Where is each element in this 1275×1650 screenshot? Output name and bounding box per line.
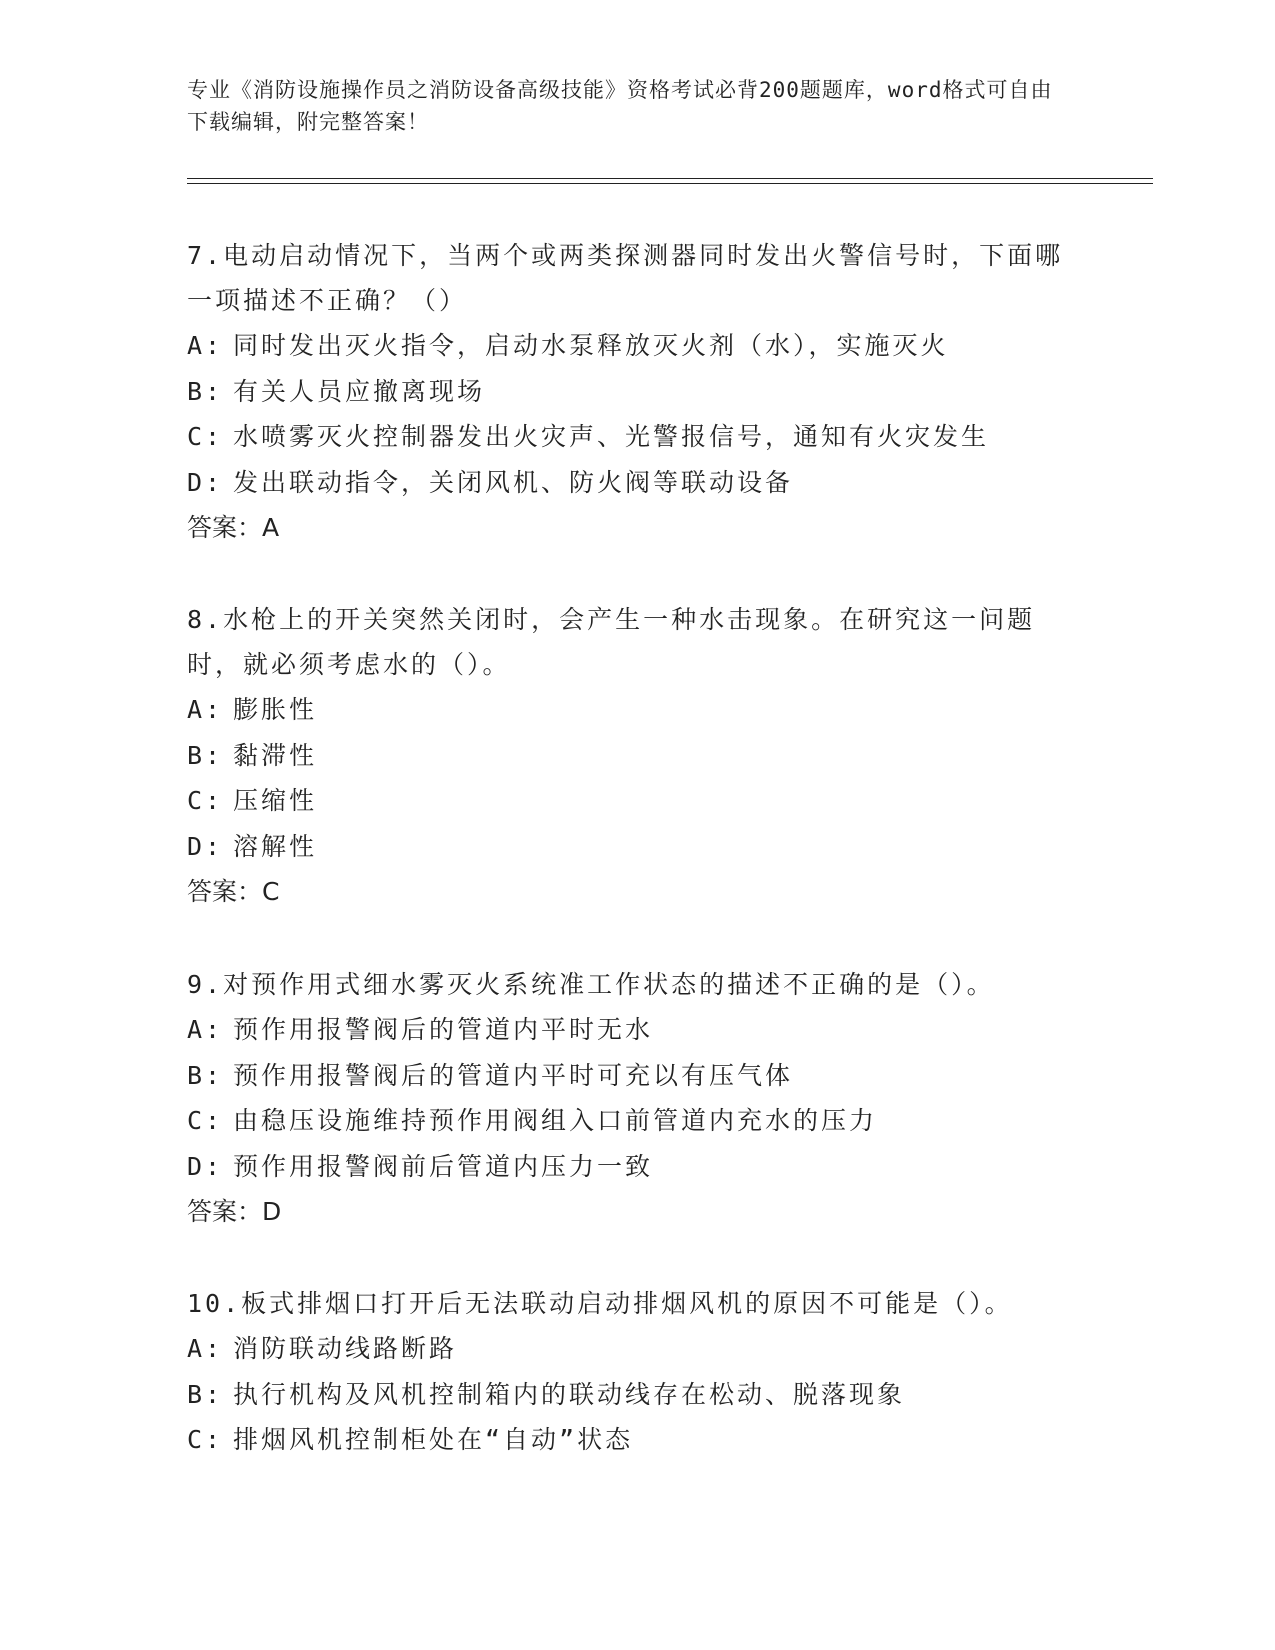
option-d (187, 1144, 1067, 1190)
header-divider-bottom (187, 183, 1153, 184)
answer-line: 答案：D (187, 1197, 282, 1226)
answer-line: 答案：A (187, 513, 280, 542)
option-key: B: (187, 1379, 224, 1409)
option-key: D: (187, 467, 224, 497)
option-key: D: (187, 1151, 224, 1181)
option-text: 预作用报警阀前后管道内压力一致 (233, 1151, 654, 1181)
option-c (187, 778, 1067, 824)
option-key: C: (187, 1106, 224, 1135)
option-text: 黏滞性 (233, 740, 318, 770)
option-text: 膨胀性 (233, 695, 318, 724)
option-a (187, 687, 1067, 733)
option-a (187, 323, 1067, 369)
option-c (187, 414, 1067, 460)
option-text: 同时发出灭火指令，启动水泵释放灭火剂（水），实施灭火 (233, 331, 949, 360)
option-text: 消防联动线路断路 (233, 1334, 458, 1363)
option-a (187, 1007, 1067, 1053)
question-stem: 9.对预作用式细水雾灭火系统准工作状态的描述不正确的是（）。 (187, 970, 995, 999)
option-text: 发出联动指令，关闭风机、防火阀等联动设备 (233, 467, 794, 497)
question-8 (187, 597, 1067, 915)
option-key: C: (187, 1425, 224, 1454)
option-key: A: (187, 1015, 224, 1044)
option-text: 压缩性 (233, 786, 318, 815)
option-key: A: (187, 695, 224, 724)
option-b (187, 1053, 1067, 1099)
option-text: 排烟风机控制柜处在“自动”状态 (233, 1425, 634, 1454)
option-text: 预作用报警阀后的管道内平时可充以有压气体 (233, 1060, 794, 1090)
option-text: 水喷雾灭火控制器发出火灾声、光警报信号，通知有火灾发生 (233, 422, 990, 451)
option-text: 由稳压设施维持预作用阀组入口前管道内充水的压力 (233, 1106, 878, 1135)
option-b (187, 1372, 1067, 1418)
question-stem: 10.板式排烟口打开后无法联动启动排烟风机的原因不可能是（）。 (187, 1289, 1013, 1318)
option-d (187, 824, 1067, 870)
option-key: A: (187, 331, 224, 360)
question-10 (187, 1281, 1067, 1463)
header-divider-top (187, 178, 1153, 179)
option-d (187, 460, 1067, 506)
option-text: 溶解性 (233, 831, 318, 861)
option-a (187, 1326, 1067, 1372)
option-text: 执行机构及风机控制箱内的联动线存在松动、脱落现象 (233, 1379, 906, 1409)
option-c (187, 1417, 1067, 1463)
document-header: 专业《消防设施操作员之消防设备高级技能》资格考试必背200题题库，word格式可自由下载编辑，附完整答案！ (187, 78, 1053, 134)
option-b (187, 733, 1067, 779)
answer-line: 答案：C (187, 877, 280, 906)
question-7 (187, 233, 1067, 551)
option-c (187, 1098, 1067, 1144)
option-key: D: (187, 831, 224, 861)
option-key: C: (187, 786, 224, 815)
question-stem: 7.电动启动情况下，当两个或两类探测器同时发出火警信号时，下面哪一项描述不正确？（） (187, 241, 1064, 315)
option-b (187, 369, 1067, 415)
option-key: B: (187, 376, 224, 406)
option-key: B: (187, 740, 224, 770)
option-text: 有关人员应撤离现场 (233, 376, 486, 406)
option-key: B: (187, 1060, 224, 1090)
option-text: 预作用报警阀后的管道内平时无水 (233, 1015, 654, 1044)
option-key: C: (187, 422, 224, 451)
option-key: A: (187, 1334, 224, 1363)
question-9 (187, 962, 1067, 1235)
question-stem: 8.水枪上的开关突然关闭时，会产生一种水击现象。在研究这一问题时，就必须考虑水的（）。 (187, 605, 1036, 679)
